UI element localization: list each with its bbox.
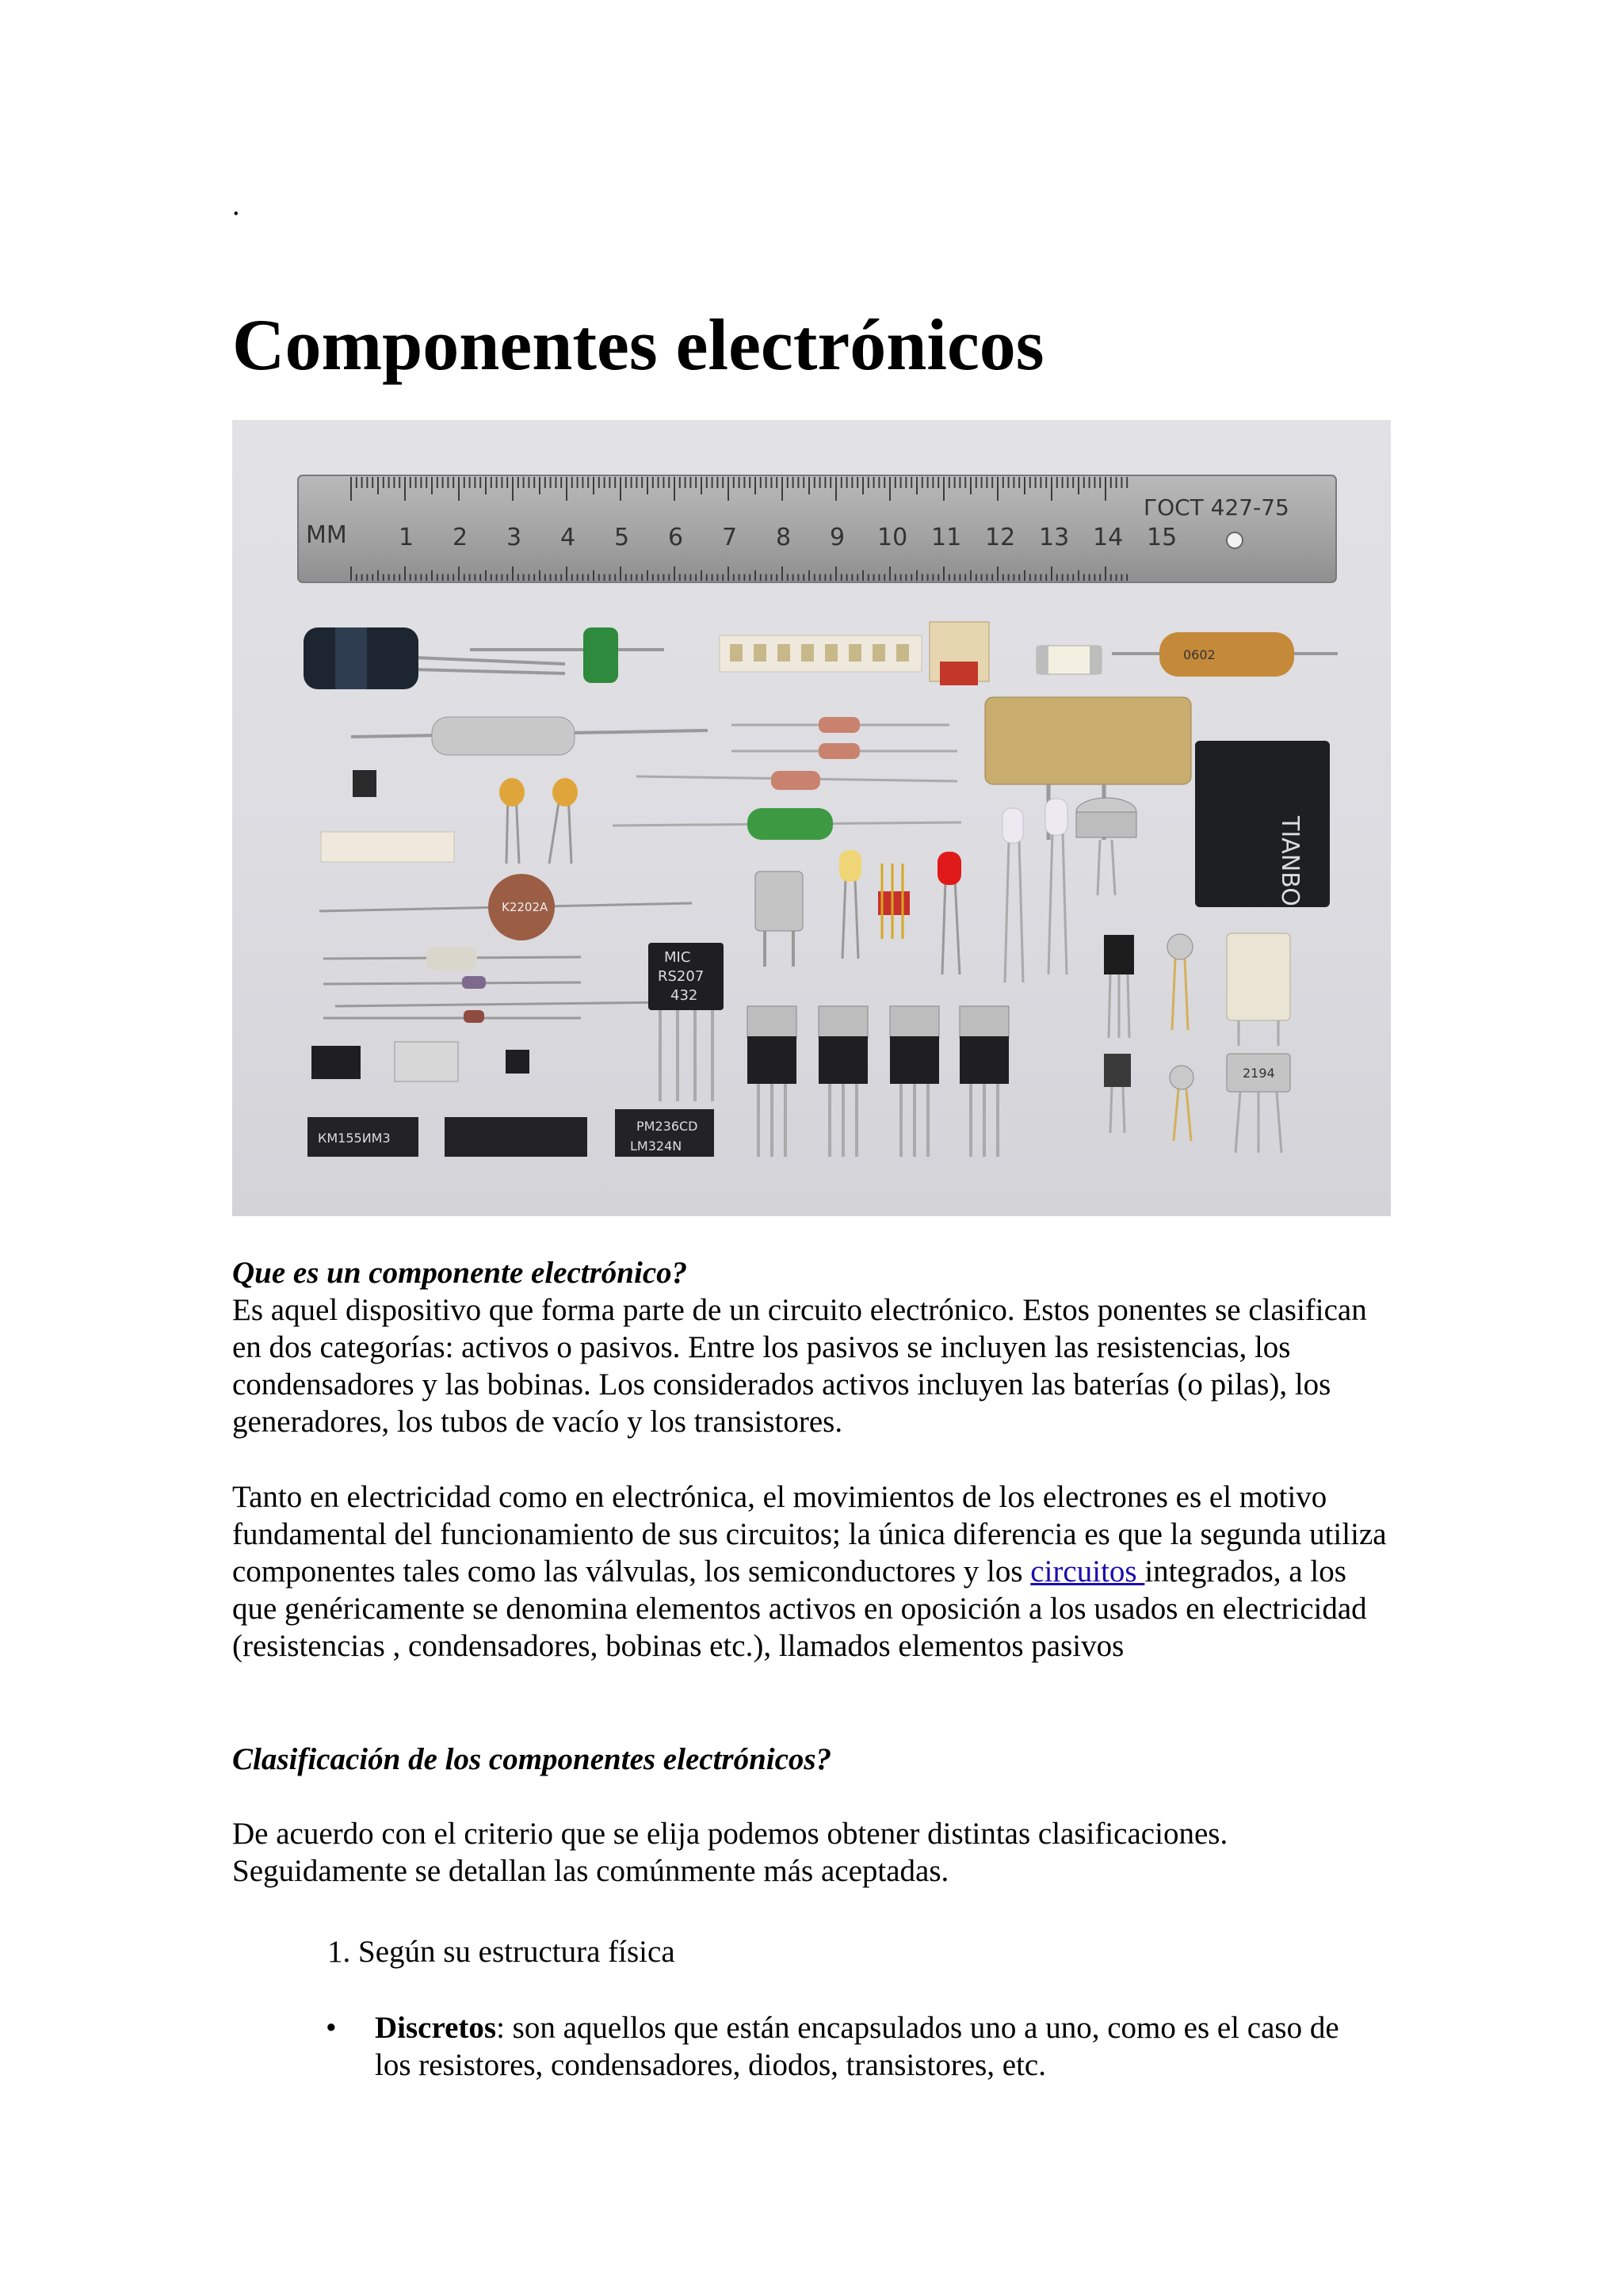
ruler-number: 10 [877,524,908,551]
bridge-label-1: MIC [664,949,691,966]
crystal [755,871,803,967]
ruler-number: 12 [985,524,1016,551]
bullet-term: Discretos [375,2011,497,2045]
trimmer [930,622,989,685]
ruler-standard-label: ГОСТ 427-75 [1144,494,1289,521]
leds [839,799,1067,982]
paragraph-text-after-link: integrados, a los que genéricamente se denomina elementos activos en oposición a los usados en electricidad (resistencias , condensadores, bobinas etc.), llamados elementos pasivos [232,1554,1367,1663]
smd-strip-2 [321,832,454,862]
ruler-number: 1 [399,524,414,551]
numbered-list-item-1: 1. Según su estructura física [327,1935,675,1969]
ruler-number: 11 [931,524,962,551]
ruler-number: 8 [776,524,792,551]
relay [1195,741,1330,907]
classification-paragraph: De acuerdo con el criterio que se elija podemos obtener distintas clasificaciones. Seguidamente se detallan las comúnmente más aceptadas. [232,1817,1228,1888]
reed-relay [1227,933,1290,1046]
electrolytic-capacitor [304,627,565,689]
resistors [613,717,961,840]
ruler-number: 13 [1039,524,1070,551]
electronics-paragraph [232,1478,1391,1665]
components-illustration [232,420,1391,1216]
section-electronics-paragraph [232,1478,1391,1665]
ruler-number: 14 [1093,524,1124,551]
disc-capacitor [319,874,692,940]
metal-can-transistor [1076,798,1136,895]
bullet-text: : son aquellos que están encapsulados uno a uno, como es el caso de los resistores, condensadores, diodos, transistores, etc. [375,2011,1339,2082]
can-label: 2194 [1243,1066,1275,1081]
circuitos-link[interactable]: circuitos [1030,1554,1145,1589]
green-capacitor [470,627,664,683]
axial-component [1112,632,1338,677]
bridge-label-3: 432 [670,987,698,1004]
fuse [1037,646,1102,674]
ruler-number: 4 [560,524,576,551]
bullet-dot: • [326,2011,337,2045]
ruler-number: 9 [830,524,846,551]
bridge-label-2: RS207 [658,968,705,985]
svg-text:0602: 0602 [1183,647,1216,662]
ceramic-capacitors [499,778,578,864]
ruler [298,475,1336,582]
led-display [878,864,910,939]
ruler-number: 3 [506,524,522,551]
section-intro [232,1254,1391,1440]
ruler-number: 2 [453,524,468,551]
section-classification [232,1741,1391,1778]
components-photo [232,420,1391,1216]
ic3-label: PM236CD [636,1119,698,1134]
bullet-item-discretos [326,2009,1358,2084]
paper-capacitor [351,717,708,755]
ruler-number: 15 [1147,524,1178,551]
page-title: Componentes electrónicos [232,304,1044,385]
section-classification-body [232,1815,1391,1890]
dip-ics [307,1109,714,1157]
bridge-rectifier [648,943,724,1101]
paragraph-text-before-link: Tanto en electricidad como en electrónica, el movimientos de los electrones es el motivo fundamental del funcionamiento de sus circuitos; la única diferencia es que la segunda utiliza componentes tales como las válvulas, los semiconductores y los [232,1480,1387,1589]
question-heading-1: Que es un componente electrónico? [232,1256,688,1290]
small-transistors [1104,934,1193,1141]
metal-can [1227,1054,1290,1153]
ic1-label: КМ155ИМ3 [318,1131,391,1146]
header-dot: . [232,189,240,222]
relay-label: TIANBO [1276,816,1304,906]
smd-strip [720,635,922,672]
ruler-unit-label: MM [306,521,347,549]
ruler-number: 7 [722,524,738,551]
intro-paragraph: Es aquel dispositivo que forma parte de un circuito electrónico. Estos ponentes se clasifican en dos categorías: activos o pasivos. Entre los pasivos se incluyen las resistencias, los condensadores y las bobinas. Los considerados activos incluyen las baterías (o pilas), los generadores, los tubos de vacío y los transistores. [232,1293,1367,1439]
smd-chip [353,770,376,797]
ic2-label: LM324N [630,1138,682,1154]
question-heading-2: Clasificación de los componentes electrónicos? [232,1742,832,1776]
ruler-number: 5 [614,524,630,551]
small-ics [311,1042,529,1081]
to220-transistors [747,1006,1009,1157]
ruler-number: 6 [668,524,684,551]
diodes [323,947,676,1023]
disc-label: K2202A [502,900,548,914]
